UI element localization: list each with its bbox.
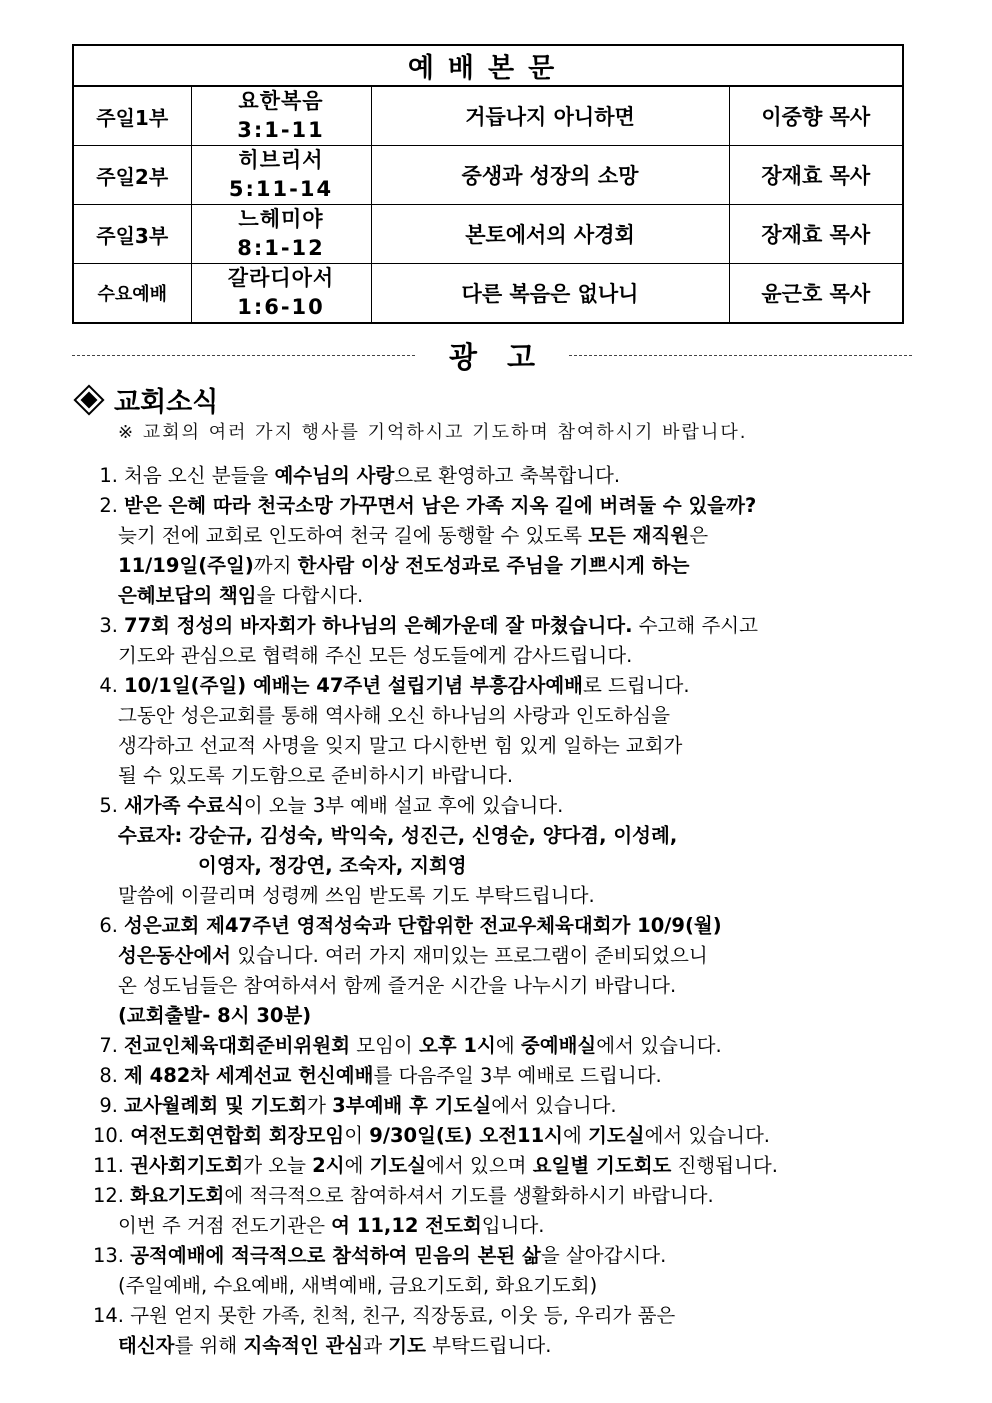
item-emphasis: 교사월례회 및 기도회	[124, 1094, 308, 1117]
item-text: 구원 얻지 못한 가족, 친척, 친구, 직장동료, 이웃 등, 우리가 품은	[130, 1304, 676, 1327]
item-emphasis: 9/30일(토) 오전11시	[369, 1124, 564, 1147]
list-item	[72, 1181, 932, 1211]
divider-left	[72, 355, 415, 356]
preacher: 장재효 목사	[729, 205, 903, 264]
scripture-verse: 1:6-10	[237, 295, 325, 319]
item-emphasis: 성은교회 제47주년 영적성숙과 단합위한 전교우체육대회가 10/9(월)	[124, 914, 722, 937]
item-number: 2.	[99, 494, 118, 517]
item-text: 을 살아갑시다.	[540, 1244, 667, 1267]
item-text: 그동안 성은교회를 통해 역사해 오신 하나님의 사랑과 인도하심을	[118, 704, 670, 727]
item-text: 이	[344, 1124, 370, 1147]
item-text: 될 수 있도록 기도함으로 준비하시기 바랍니다.	[118, 764, 514, 787]
preacher: 윤근호 목사	[729, 264, 903, 324]
list-item-continued	[72, 701, 932, 731]
item-emphasis: 11/19일(주일)	[118, 554, 254, 577]
list-item	[72, 611, 932, 641]
scripture-verse: 8:1-12	[237, 236, 325, 260]
item-emphasis: 모든 재직원	[588, 524, 690, 547]
list-item	[72, 911, 932, 941]
item-number: 6.	[99, 914, 118, 937]
item-emphasis: 전교인체육대회준비위원회	[124, 1034, 351, 1057]
item-text: 에서 있습니다.	[491, 1094, 617, 1117]
item-text: 진행됩니다.	[671, 1154, 778, 1177]
list-item	[72, 671, 932, 701]
list-item-continued	[72, 641, 932, 671]
item-emphasis: 여 11,12 전도회	[331, 1214, 482, 1237]
item-text: 에서 있습니다.	[644, 1124, 770, 1147]
item-text: 에 적극적으로 참여하셔서 기도를 생활화하시기 바랍니다.	[224, 1184, 714, 1207]
item-number: 10.	[92, 1124, 124, 1147]
item-number: 9.	[99, 1094, 118, 1117]
scripture	[191, 86, 371, 146]
item-number: 8.	[99, 1064, 118, 1087]
announcement-list	[72, 461, 932, 1361]
item-text: 모임이	[350, 1034, 419, 1057]
scripture-book: 느헤미야	[238, 207, 324, 231]
item-emphasis: 새가족 수료식	[124, 794, 244, 817]
list-item	[72, 1301, 932, 1331]
worship-table	[72, 44, 904, 324]
service-name: 주일1부	[73, 86, 191, 146]
item-number: 11.	[92, 1154, 124, 1177]
item-text: 생각하고 선교적 사명을 잊지 말고 다시한번 힘 있게 일하는 교회가	[118, 734, 683, 757]
item-emphasis: 이영자, 정강연, 조숙자, 지희영	[198, 854, 467, 877]
service-name: 주일2부	[73, 146, 191, 205]
sermon-title: 본토에서의 사경회	[371, 205, 729, 264]
item-emphasis: 3부예배 후 기도실	[332, 1094, 492, 1117]
list-item	[72, 461, 932, 491]
item-emphasis: 오후 1시	[418, 1034, 496, 1057]
item-emphasis: 2시	[312, 1154, 345, 1177]
list-item	[72, 1061, 932, 1091]
section-title: 교회소식	[114, 387, 219, 418]
list-item-continued	[72, 521, 932, 551]
item-emphasis: 요일별 기도회도	[532, 1154, 672, 1177]
list-item-continued	[72, 731, 932, 761]
list-item-continued	[72, 881, 932, 911]
item-text: 로 드립니다.	[583, 674, 690, 697]
item-emphasis: 태신자	[118, 1334, 175, 1357]
item-text: 이번 주 거점 전도기관은	[118, 1214, 332, 1237]
list-item-continued	[72, 821, 932, 851]
list-item	[72, 1151, 932, 1181]
preacher: 이중향 목사	[729, 86, 903, 146]
item-text: 말씀에 이끌리며 성령께 쓰임 받도록 기도 부탁드립니다.	[118, 884, 595, 907]
diamond-bullet-icon	[73, 384, 104, 415]
item-emphasis: 은혜보답의 책임	[118, 584, 257, 607]
item-text: 가	[307, 1094, 333, 1117]
item-emphasis: 77회 정성의 바자회가 하나님의 은혜가운데 잘 마쳤습니다.	[124, 614, 633, 637]
list-item-continued	[72, 551, 932, 581]
service-name: 주일3부	[73, 205, 191, 264]
item-text: 에서 있습니다.	[596, 1034, 722, 1057]
item-text: 에	[563, 1124, 589, 1147]
list-item-continued	[72, 971, 932, 1001]
scripture-book: 히브리서	[238, 148, 324, 172]
item-emphasis: 받은 은혜 따라 천국소망 가꾸면서 남은 가족 지옥 길에 버려둘 수 있을까?	[124, 494, 757, 517]
item-emphasis: 기도	[388, 1334, 426, 1357]
item-text: (주일예배, 수요예배, 새벽예배, 금요기도회, 화요기도회)	[118, 1274, 598, 1297]
list-item	[72, 491, 932, 521]
item-text: 과	[363, 1334, 389, 1357]
item-number: 1.	[99, 464, 118, 487]
list-item	[72, 1031, 932, 1061]
item-emphasis: 기도실	[369, 1154, 427, 1177]
list-item	[72, 1091, 932, 1121]
item-text: 수고해 주시고	[632, 614, 758, 637]
item-text: 에	[344, 1154, 370, 1177]
sermon-title: 중생과 성장의 소망	[371, 146, 729, 205]
sermon-title: 다른 복음은 없나니	[371, 264, 729, 324]
item-text: 늦기 전에 교회로 인도하여 천국 길에 동행할 수 있도록	[118, 524, 589, 547]
item-number: 14.	[92, 1304, 124, 1327]
item-number: 4.	[99, 674, 118, 697]
item-text: 에서 있으며	[426, 1154, 533, 1177]
item-number: 12.	[92, 1184, 124, 1207]
item-text: 입니다.	[481, 1214, 545, 1237]
item-text: 있습니다. 여러 가지 재미있는 프로그램이 준비되었으니	[231, 944, 708, 967]
item-text: 까지	[253, 554, 298, 577]
list-item	[72, 1121, 932, 1151]
scripture-verse: 3:1-11	[237, 118, 325, 142]
sermon-title: 거듭나지 아니하면	[371, 86, 729, 146]
worship-title: 예배본문	[73, 45, 903, 86]
scripture-book: 요한복음	[238, 89, 324, 113]
list-item-continued	[72, 851, 932, 881]
item-text: 처음 오신 분들을	[124, 464, 275, 487]
scripture	[191, 205, 371, 264]
item-text: 를 위해	[174, 1334, 244, 1357]
scripture-verse: 5:11-14	[228, 177, 334, 201]
item-emphasis: 중예배실	[520, 1034, 597, 1057]
item-emphasis: 한사람 이상 전도성과로 주님을 기쁘시게 하는	[297, 554, 690, 577]
item-emphasis: 화요기도회	[130, 1184, 225, 1207]
divider-right	[569, 355, 912, 356]
list-item-continued	[72, 761, 932, 791]
item-text: 기도와 관심으로 협력해 주신 모든 성도들에게 감사드립니다.	[118, 644, 633, 667]
item-number: 7.	[99, 1034, 118, 1057]
service-name: 수요예배	[73, 264, 191, 324]
item-emphasis: 권사회기도회	[130, 1154, 244, 1177]
list-item	[72, 1241, 932, 1271]
scripture	[191, 146, 371, 205]
service-row	[73, 86, 903, 146]
item-emphasis: 수료자: 강순규, 김성숙, 박익숙, 성진근, 신영순, 양다겸, 이성례,	[118, 824, 678, 847]
item-number: 3.	[99, 614, 118, 637]
scripture-book: 갈라디아서	[227, 266, 335, 290]
item-text: 이 오늘 3부 예배 설교 후에 있습니다.	[243, 794, 564, 817]
item-number: 13.	[92, 1244, 124, 1267]
section-heading	[78, 380, 218, 419]
item-emphasis: 성은동산에서	[118, 944, 232, 967]
item-emphasis: 제 482차 세계선교 헌신예배	[124, 1064, 374, 1087]
list-item-continued	[72, 1001, 932, 1031]
item-text: 부탁드립니다.	[425, 1334, 552, 1357]
list-item-continued	[72, 1211, 932, 1241]
item-emphasis: 공적예배에 적극적으로 참석하여 믿음의 본된 삶	[130, 1244, 541, 1267]
item-emphasis: 예수님의 사랑	[274, 464, 395, 487]
item-emphasis: 기도실	[588, 1124, 645, 1147]
list-item-continued	[72, 581, 932, 611]
item-number: 5.	[99, 794, 118, 817]
item-text: 를 다음주일 3부 예배로 드립니다.	[373, 1064, 662, 1087]
item-emphasis: 지속적인 관심	[243, 1334, 364, 1357]
announcements-header	[72, 335, 912, 375]
item-text: 에	[495, 1034, 521, 1057]
item-text: 가 오늘	[243, 1154, 313, 1177]
preacher: 장재효 목사	[729, 146, 903, 205]
service-row	[73, 205, 903, 264]
list-item-continued	[72, 941, 932, 971]
item-text: 은	[689, 524, 709, 547]
section-note: ※ 교회의 여러 가지 행사를 기억하시고 기도하며 참여하시기 바랍니다.	[118, 422, 748, 443]
item-emphasis: (교회출발- 8시 30분)	[118, 1004, 312, 1027]
item-emphasis: 여전도회연합회 회장모임	[130, 1124, 345, 1147]
list-item	[72, 791, 932, 821]
item-emphasis: 10/1일(주일) 예배는 47주년 설립기념 부흥감사예배	[124, 674, 584, 697]
service-row	[73, 146, 903, 205]
service-row	[73, 264, 903, 324]
announcements-title: 광고	[448, 339, 566, 374]
item-text: 으로 환영하고 축복합니다.	[394, 464, 621, 487]
item-text: 을 다합시다.	[256, 584, 364, 607]
list-item-continued	[72, 1331, 932, 1361]
scripture	[191, 264, 371, 324]
item-text: 온 성도님들은 참여하셔서 함께 즐거운 시간을 나누시기 바랍니다.	[118, 974, 677, 997]
list-item-continued	[72, 1271, 932, 1301]
